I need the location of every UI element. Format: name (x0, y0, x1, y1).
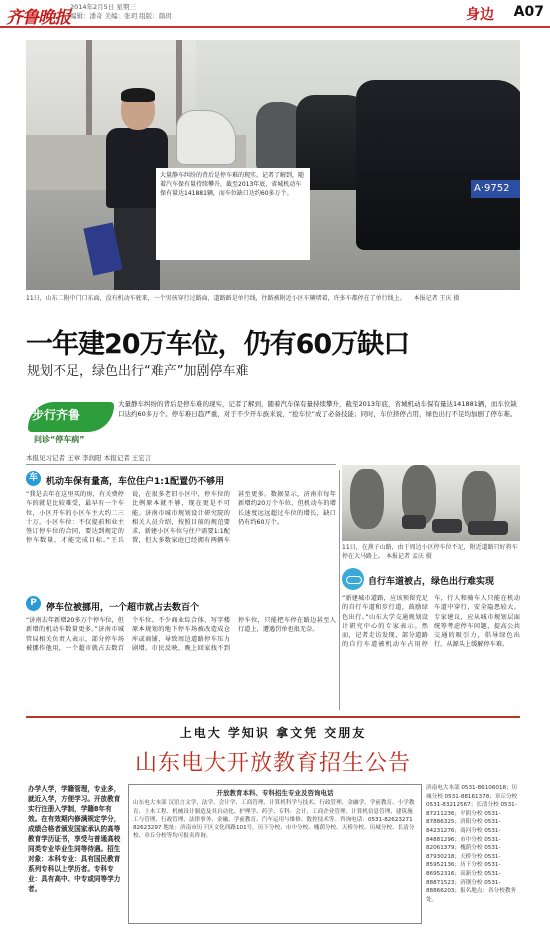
parking-icon: P (26, 596, 41, 611)
ad-box-text: 山东电大本部 汉语言文学、法学、会计学、工商管理、计算机科学与技术、行政管理、金融学、学前教育、小学教育、土木工程、机械设计制造及其自动化、护理学、药学；专科：会计、工商企业管理、计算机信息管理、建筑施工与管理、行政管理、法律事务、金融、学前教育、汽车运用与维修、数控技术等。咨询电话：0531-82623271 82623297 地址：济南市历下区文化西路101号。历下分校、市中分校、槐荫分校、天桥分校、历城分校、长清分校、章丘分校等均可报名咨询。 (133, 800, 415, 840)
photo-caption (26, 294, 520, 303)
column-divider (339, 470, 340, 710)
headline: 一年建20万车位，仍有60万缺口 (26, 329, 410, 360)
byline: 本报见习记者 王章 李润阳 本报记者 王宏言 (26, 454, 152, 462)
ad-title: 山东电大开放教育招生公告 (134, 751, 411, 776)
second-photo-caption (342, 544, 520, 561)
newspaper-logo: 齐鲁晚报 (6, 8, 70, 28)
page-header (0, 0, 550, 28)
section3-title: 自行车道被占，绿色出行难实现 (368, 577, 495, 587)
license-plate: A·9752 (471, 180, 520, 198)
car-icon: 车 (26, 471, 41, 486)
intro-paragraph: 大量静车纠纷的背后是停车难的现实，记者了解到，随着汽车保有量持续攀升，截至2013年底，省城机动车保有量达141881辆，而车位缺口达约60多万个。停车难日趋严重，对于不少开车族来说，“抢车位”成了必备技能；同时，车位挤停占用，绿色出行不足均加剧了停车难。 (118, 400, 517, 418)
lead-photo (26, 40, 520, 290)
photo-car (468, 521, 508, 535)
section-name: 身边 (466, 7, 494, 23)
photo-car (402, 515, 426, 529)
section2-title: 停车位被挪用，一个超市就占去数百个 (46, 603, 200, 613)
lead-text-box: 大量静车纠纷的背后是停车难的现实。记者了解到，随着汽车保有量持续攀升，截至2013年底，省城机动车保有量达141881辆，而车位缺口达约60多万个。 (156, 168, 310, 260)
ad-major-box (128, 784, 422, 924)
subheadline: 规划不足，绿色出行“难产”加剧停车难 (27, 364, 249, 379)
photo-boy-hair (121, 88, 155, 102)
ad-box-title: 开放教育本科、专科招生专业及咨询电话 (216, 789, 334, 797)
ad-contact-list: 济南电大本部 0531-86106018；历城分校 0531-88161378；章丘分校 0531-83212567；长清分校 0531-87211236；平阴分校 0531-87886325；济阳分校 0531-84231276；商河分校 0531-84881296；市中分校 0531-82061379；槐荫分校 0531-87930218；天桥分校 0531-85952136；历下分校 0531-86952316；高新分校 0531-88871523；济钢分校 0531-88866203；报名地点：各分校教务处。 (426, 785, 518, 903)
column-question: 问诊“停车病” (34, 435, 85, 444)
section1-title: 机动车保有量高，车位住户1:1配置仍不够用 (46, 477, 225, 487)
section2-body: “济南去年新增20多万个停车位，但新增的机动车数量更多。”济南市城管局相关负责人表示，部分停车场被挪作他用，一个超市就占去数百个车位。不少商业综合体、写字楼原本规划的地下停车场被改造成仓库或商铺，导致周边道路停车压力剧增。市民反映，晚上回家找不到停车位，只能把车停在路边甚至人行道上，遭遇罚单也很无奈。 (26, 617, 336, 652)
photo-car (356, 80, 520, 250)
second-caption-text: 11日，在燕子山路，由于周边小区停车位不足，附近道路只好将车停在大马路上。 (342, 544, 518, 560)
issue-date: 2014年2月5日 星期三 (70, 3, 136, 11)
column-title: 步行齐鲁 (32, 408, 81, 422)
page-number: A07 (513, 4, 544, 20)
section3-body: “新建城市道路，应该预留充足的自行车道和步行道，鼓励绿色出行。”山东大学交通规划设计研究中心的专家表示。然而，记者走访发现，部分道路的自行车道被机动车占用停车，行人和骑车人只能在机动车道中穿行，安全隐患较大。专家建议，应从城市规划层面统筹考虑停车问题，提高公共交通的吸引力，倡导绿色出行，从源头上缓解停车难。 (342, 595, 520, 649)
photo-credit: 本报记者 王庆 摄 (413, 295, 460, 302)
photo-tree (350, 469, 384, 529)
photo-caption-text: 11日，山东二附中门口东面，没有机动车驶来，一个男孩穿行过路面，道路路是单行线，往路被附近小区车辆堵着，许多车都停在了单行线上。 (26, 295, 406, 302)
issue-meta (70, 3, 172, 21)
divider (26, 464, 336, 465)
bicycle-icon (342, 568, 364, 590)
second-photo (342, 465, 520, 541)
column-stamp (26, 402, 116, 448)
staff-credits: 编辑：潘奇 美编：张玥 组版：颜玥 (70, 12, 172, 20)
education-ad (26, 716, 520, 926)
photo-car (176, 110, 236, 165)
ad-intro-text: 办学人学，学籍管理，专业多，就近入学，方便学习。开放教育实行注册入学制，学籍8年有效。在有效期内修满规定学分，成绩合格者颁发国家承认的高等教育学历证书，享受与普通高校同类专业毕业生同等待遇。招生对象：本科专业：具有国民教育系列专科以上学历者。专科专业：具有高中、中专或同等学力者。 (28, 785, 121, 893)
photo-boy-legs (114, 205, 160, 290)
ad-slogan: 上电大 学知识 拿文凭 交朋友 (179, 726, 367, 740)
second-photo-credit: 本报记者 孟庆 摄 (385, 552, 432, 560)
section1-body: “我是去年在这里买的房，有关费停车的就是比较难受，最早有一个车位，小区开车的小区车主大约二三十万。小区车位：不仅提前和业主签订停车位的合同，要达到规定的停车数量，才能完成目标。”王兵说，在很多老旧小区中，停车位的比例原本就不够，现在更是不可能。济南市城市规划设计研究院的相关人员介绍，按照目前的规范要求，新建小区车位与住户需要1:1配置，但大多数家庭已经拥有两辆车甚至更多。数据显示，济南市每年新增约20万个车位，但机动车的增长速度远远超过车位的增长，缺口仍有约60万个。 (26, 491, 336, 545)
photo-car (432, 519, 462, 533)
